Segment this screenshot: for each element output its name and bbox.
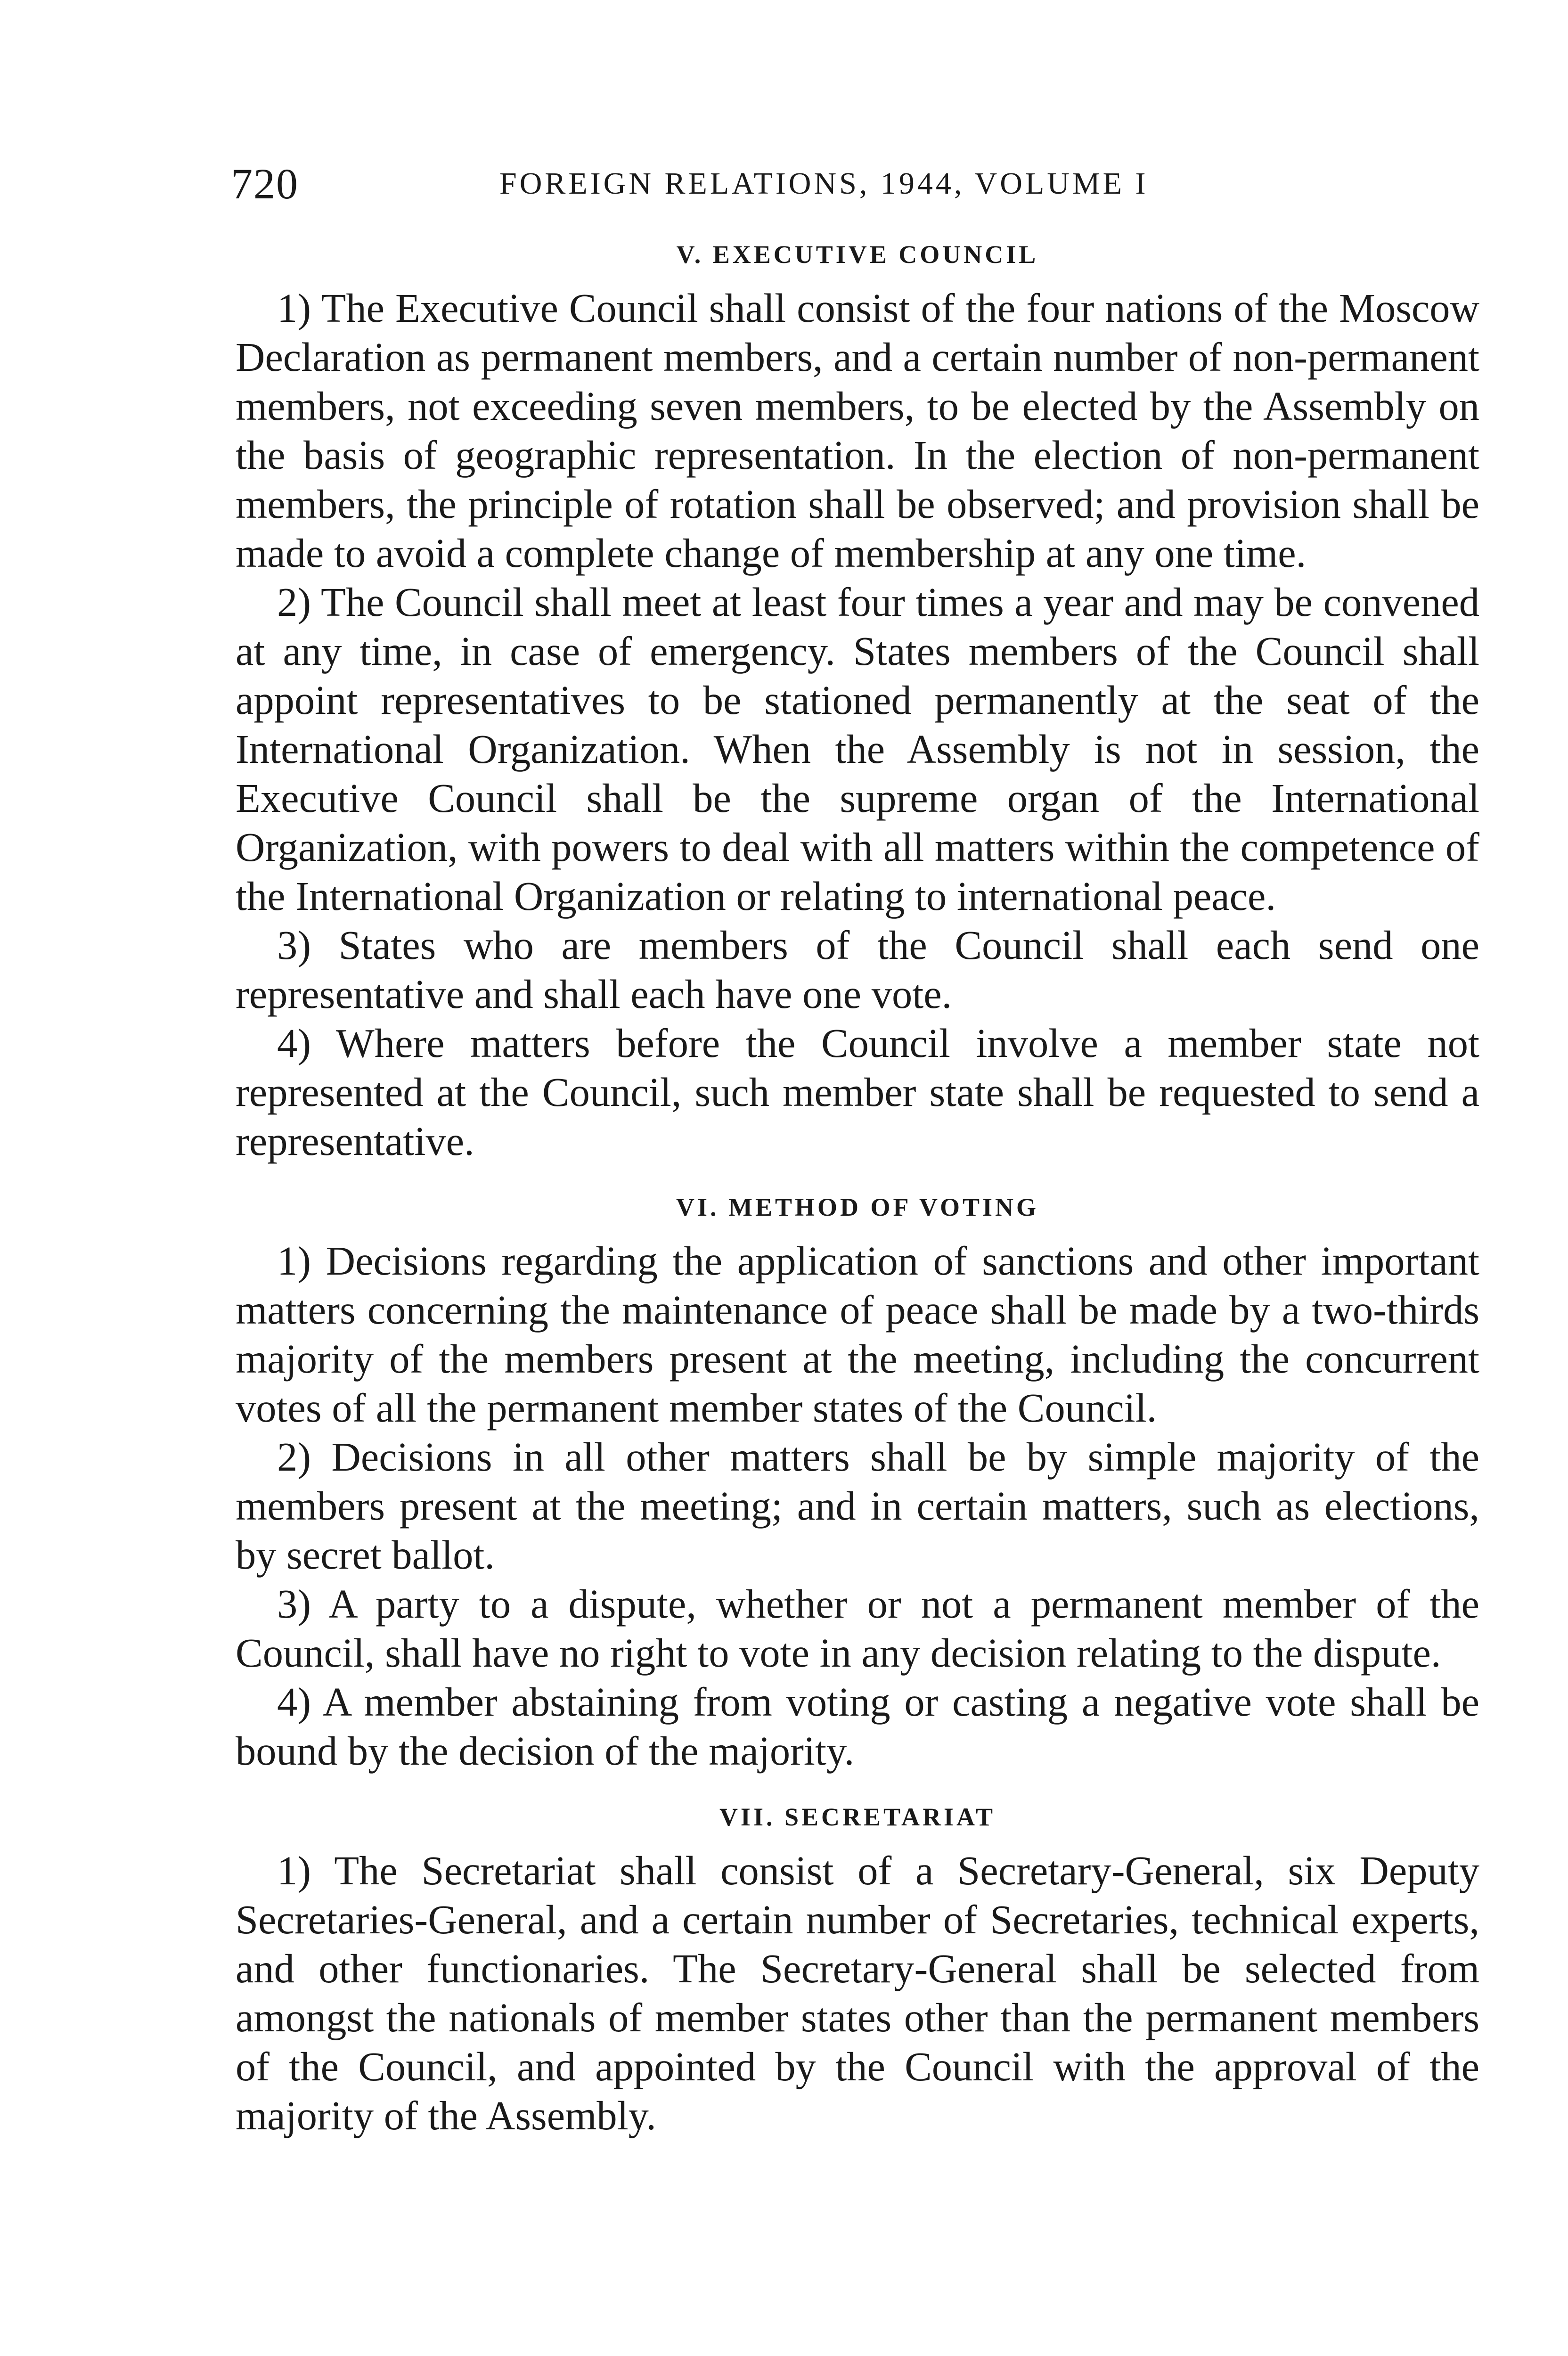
paragraph: 1) Decisions regarding the application of sanctions and other important matters concerning the maintenance of peace shall be made by a two-thirds majority of the members present at the meeting, including the concurrent votes of all the permanent member states of the Council. (236, 1238, 1479, 1431)
paragraph: 4) Where matters before the Council involve a member state not represented at the Council, such member state shall be requested to send a representative. (236, 1021, 1479, 1164)
running-head (0, 155, 1568, 212)
section-executive-council (236, 236, 1479, 1166)
paragraph: 3) A party to a dispute, whether or not a permanent member of the Council, shall have no right to vote in any decision relating to the dispute. (236, 1581, 1479, 1676)
page-number: 720 (231, 160, 299, 208)
document-body (236, 236, 1479, 2140)
paragraph: 2) Decisions in all other matters shall be by simple majority of the members present at the meeting; and in certain matters, such as elections, by secret ballot. (236, 1434, 1479, 1578)
paragraph: 4) A member abstaining from voting or casting a negative vote shall be bound by the decision of the majority. (236, 1679, 1479, 1774)
paragraph: 2) The Council shall meet at least four times a year and may be convened at any time, in case of emergency. States members of the Council shall appoint representatives to be stationed permanently at the seat of the International Organization. When the Assembly is not in session, the Executive Council shall be the supreme organ of the International Organization, with powers to deal with all matters within the competence of the International Organization or relating to international peace. (236, 580, 1479, 919)
section-method-of-voting (236, 1188, 1479, 1775)
paragraph: 1) The Secretariat shall consist of a Secretary-General, six Deputy Secretaries-General, and a certain number of Secretaries, technical experts, and other functionaries. The Secretary-General shall be selected from amongst the nationals of member states other than the permanent members of the Council, and appointed by the Council with the approval of the majority of the Assembly. (236, 1848, 1479, 2138)
section-secretariat (236, 1798, 1479, 2140)
paragraph: 3) States who are members of the Council shall each send one representative and shall each have one vote. (236, 923, 1479, 1017)
running-title: FOREIGN RELATIONS, 1944, VOLUME I (499, 166, 1149, 201)
paragraph: 1) The Executive Council shall consist of the four nations of the Moscow Declaration as permanent members, and a certain number of non-permanent members, not exceeding seven members, to be elected by the Assembly on the basis of geographic representation. In the election of non-permanent members, the principle of rotation shall be observed; and provision shall be made to avoid a complete change of membership at any one time. (236, 286, 1479, 576)
section-heading: VI. METHOD OF VOTING (676, 1193, 1039, 1221)
section-heading: VII. SECRETARIAT (719, 1803, 996, 1831)
section-heading: V. EXECUTIVE COUNCIL (676, 240, 1039, 269)
